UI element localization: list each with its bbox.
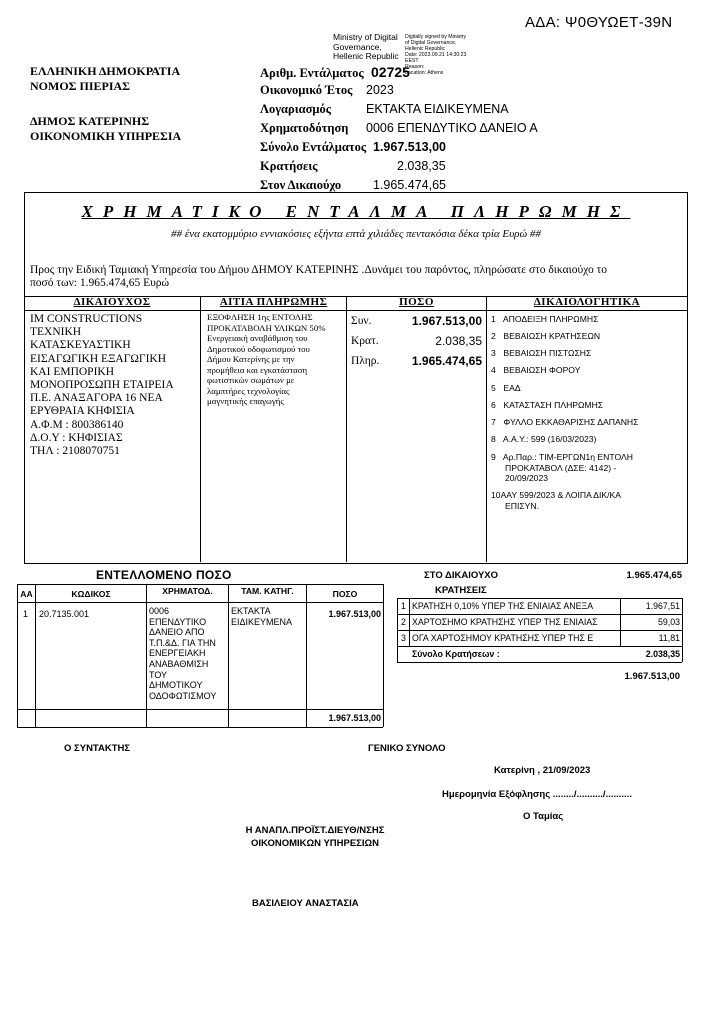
order-number: 02725 [371, 64, 410, 80]
payment-reason [207, 312, 345, 407]
row-category [231, 606, 292, 627]
document-number: 5 [491, 383, 496, 393]
deductions-title: ΚΡΑΤΗΣΕΙΣ [435, 585, 487, 596]
document-item [491, 383, 681, 394]
place-date: Κατερίνη , 21/09/2023 [494, 765, 591, 776]
beneficiary-line: Π.Ε. ΑΝΑΞΑΓΟΡΑ 16 ΝΕΑ [30, 392, 163, 405]
document-number: 4 [491, 365, 496, 375]
instruction-line: Προς την Ειδική Ταμιακή Υπηρεσία του Δήμου ΔΗΜΟΥ ΚΑΤΕΡΙΝΗΣ .Δυνάμει του παρόντος, πληρώσατε στο δικαιούχο το [30, 264, 608, 276]
row-code: 20.7135.001 [39, 609, 90, 619]
digital-signature-org [333, 33, 399, 62]
deduction-value: 1.967,51 [645, 601, 680, 611]
grid-line [17, 727, 383, 728]
deductions-value: 2.038,35 [397, 159, 446, 173]
amount-column-header: ΠΟΣΟ [399, 296, 434, 308]
grid-line [397, 646, 682, 647]
document-text: ΒΕΒΑΙΩΣΗ ΚΡΑΤΗΣΕΩΝ [503, 331, 601, 341]
signature-line: Hellenic Republic [333, 51, 399, 61]
payee-amount: 1.965.474,65 [373, 178, 446, 192]
reason-column-header: ΑΙΤΙΑ ΠΛΗΡΩΜΗΣ [219, 296, 328, 308]
document-text: ΒΕΒΑΙΩΣΗ ΦΟΡΟΥ [503, 365, 581, 375]
signature-detail: Date: 2023.09.21 14:30:23 [405, 52, 467, 58]
document-text: ΒΕΒΑΙΩΣΗ ΠΙΣΤΩΣΗΣ [503, 348, 592, 358]
reason-line: Ενεργειακή αναβάθμιση του [207, 333, 308, 343]
grand-total-label: ΓΕΝΙΚΟ ΣΥΝΟΛΟ [368, 743, 446, 754]
beneficiary-column-header: ΔΙΚΑΙΟΥΧΟΣ [73, 296, 151, 308]
row-amount: 1.967.513,00 [328, 609, 381, 619]
grid-line [35, 584, 36, 727]
beneficiary-line: ΚΑΙ ΕΜΠΟΡΙΚΗ [30, 365, 115, 378]
funding-line: ΕΠΕΝΔΥΤΙΚΟ [149, 616, 207, 627]
document-number: 2 [491, 331, 496, 341]
signature-detail: Digitally signed by Ministry [405, 34, 467, 40]
document-text: ΑΑΥ 599/2023 & ΛΟΙΠΑ ΔΙΚ/ΚΑ [500, 490, 621, 500]
document-item [491, 452, 681, 484]
director-line: ΟΙΚΟΝΟΜΙΚΩΝ ΥΠΗΡΕΣΙΩΝ [251, 838, 379, 849]
grid-line [682, 598, 683, 662]
beneficiary-line: Δ.Ο.Υ : ΚΗΦΙΣΙΑΣ [30, 431, 123, 444]
category-line: ΕΙΔΙΚΕΥΜΕΝΑ [231, 616, 293, 627]
document-item [491, 434, 681, 445]
funding-line: 0006 [149, 606, 170, 616]
document-number: 9 [491, 452, 496, 462]
grid-line [397, 598, 682, 599]
funding-value: 0006 ΕΠΕΝΔΥΤΙΚΟ ΔΑΝΕΙΟ Α [366, 121, 538, 135]
grid-line [200, 296, 201, 562]
document-item [491, 490, 681, 511]
funding-line: ΤΟΥ [149, 669, 168, 680]
deduction-description: ΧΑΡΤΟΣΗΜΟ ΚΡΑΤΗΣΗΣ ΥΠΕΡ ΤΗΣ ΕΝΙΑΙΑΣ [412, 617, 598, 627]
col-amount-header: ΠΟΣΟ [332, 589, 358, 599]
signature-detail: Location: Athens [405, 70, 444, 76]
deduction-description: ΟΓΑ ΧΑΡΤΟΣΗΜΟΥ ΚΡΑΤΗΣΗΣ ΥΠΕΡ ΤΗΣ Ε [412, 633, 594, 643]
row-aa: 1 [23, 609, 29, 619]
reason-line: μαγνητικής επαγωγής [207, 396, 284, 406]
funding-line: ΔΗΜΟΤΙΚΟΥ [149, 680, 203, 691]
amount-total-label: Συν. [351, 315, 372, 327]
ada-code: ΑΔΑ: Ψ0ΘΥΩΕΤ-39Ν [525, 14, 673, 31]
grid-line [397, 598, 398, 662]
beneficiary-line: ΕΙΣΑΓΩΓΙΚΗ ΕΞΑΓΩΓΙΚΗ [30, 352, 167, 365]
deduction-number: 2 [401, 617, 406, 627]
signatory-name: ΒΑΣΙΛΕΙΟΥ ΑΝΑΣΤΑΣΙΑ [252, 898, 359, 909]
grid-line [17, 602, 383, 603]
document-number: 6 [491, 400, 496, 410]
document-text: ΕΑΔ [503, 383, 521, 393]
signature-line: Ministry of Digital [333, 32, 398, 42]
order-number-label: Αριθμ. Εντάλματος [260, 66, 364, 80]
grid-line [346, 296, 347, 562]
header-line: ΔΗΜΟΣ ΚΑΤΕΡΙΝΗΣ [30, 114, 150, 128]
reason-line: Δημοτικού οδοφωτισμού του [207, 343, 310, 354]
funding-line: Τ.Π.&Δ. ΓΙΑ ΤΗΝ [149, 637, 216, 648]
deduction-number: 1 [401, 601, 406, 611]
document-item [491, 365, 681, 376]
grid-line [409, 598, 410, 646]
payment-instruction [30, 264, 680, 290]
deduction-value: 11,81 [658, 633, 680, 643]
col-category-header: ΤΑΜ. ΚΑΤΗΓ. [241, 586, 294, 596]
row-funding [149, 606, 229, 701]
grid-line [17, 584, 383, 585]
document-number: 7 [491, 417, 496, 427]
category-line: ΕΚΤΑΚΤΑ [231, 606, 271, 616]
document-text: ΦΥΛΛΟ ΕΚΚΑΘΑΡΙΣΗΣ ΔΑΠΑΝΗΣ [503, 417, 639, 427]
grand-total-amount: 1.967.513,00 [624, 671, 680, 682]
amount-payable-label: Πληρ. [351, 355, 380, 367]
col-funding-header: ΧΡΗΜΑΤΟΔ. [162, 586, 213, 596]
amount-in-words: ## ένα εκατομμύριο εννιακόσιες εξήντα επτά χιλιάδες πεντακόσια δέκα τρία Ευρώ ## [171, 228, 541, 240]
signature-detail: Reason: [405, 64, 425, 70]
beneficiary-line: ΜΟΝΟΠΡΟΣΩΠΗ ΕΤΑΙΡΕΙΑ [30, 379, 174, 392]
document-text: ΕΠΙΣΥΝ. [505, 500, 539, 511]
issuer-header [30, 64, 180, 94]
to-payee-amount: 1.965.474,65 [626, 570, 682, 581]
deductions-total: 2.038,35 [645, 649, 680, 659]
reason-line: προμήθεια και εγκατάσταση [207, 364, 308, 375]
treasurer-label: Ο Ταμίας [523, 811, 564, 822]
payee-label: Στον Δικαιούχο [260, 178, 342, 192]
beneficiary-line: Α.Φ.Μ : 800386140 [30, 418, 124, 431]
instruction-line: ποσό των: 1.965.474,65 Ευρώ [30, 277, 170, 289]
deduction-value: 59,03 [657, 617, 680, 627]
director-line: Η ΑΝΑΠΛ.ΠΡΟΪΣΤ.ΔΙΕΥΘ/ΝΣΗΣ [245, 825, 385, 836]
author-label: Ο ΣΥΝΤΑΚΤΗΣ [64, 743, 131, 754]
beneficiary-line: IM CONSTRUCTIONS [30, 313, 143, 325]
reason-line: Δήμου Κατερίνης με την [207, 354, 295, 364]
amount-deductions-label: Κρατ. [351, 335, 379, 347]
grid-line [383, 584, 384, 727]
grid-line [146, 584, 147, 727]
beneficiary-line: ΕΡΥΘΡΑΙΑ ΚΗΦΙΣΙΑ [30, 405, 135, 418]
digital-signature-details [405, 34, 466, 76]
ordered-amount-title: ΕΝΤΕΛΛΟΜΕΝΟ ΠΟΣΟ [96, 568, 232, 582]
document-title: ΧΡΗΜΑΤΙΚΟ ΕΝΤΑΛΜΑ ΠΛΗΡΩΜΗΣ [81, 202, 631, 221]
beneficiary-line: ΤΗΛ : 2108070751 [30, 445, 120, 458]
to-payee-label: ΣΤΟ ΔΙΚΑΙΟΥΧΟ [424, 570, 499, 581]
signature-detail: EEST [405, 58, 419, 64]
document-number: 3 [491, 348, 496, 358]
account-value: ΕΚΤΑΚΤΑ ΕΙΔΙΚΕΥΜΕΝΑ [366, 102, 509, 116]
reason-line: φωτιστικών σωμάτων με [207, 375, 295, 385]
document-item [491, 314, 681, 325]
beneficiary-line: ΚΑΤΑΣΚΕΥΑΣΤΙΚΗ [30, 339, 131, 352]
funding-label: Χρηματοδότηση [260, 121, 349, 135]
deduction-description: ΚΡΑΤΗΣΗ 0,10% ΥΠΕΡ ΤΗΣ ΕΝΙΑΙΑΣ ΑΝΕΞΑ [412, 601, 594, 611]
order-total-label: Σύνολο Εντάλματος [260, 140, 367, 154]
header-line: ΝΟΜΟΣ ΠΙΕΡΙΑΣ [30, 79, 131, 93]
grid-line [17, 584, 18, 727]
funding-line: ΑΝΑΒΑΘΜΙΣΗ [149, 658, 209, 669]
col-aa-header: ΑΑ [20, 589, 33, 599]
document-text: ΠΡΟΚΑΤΑΒΟΛ (ΔΣΕ: 4142) - [505, 462, 617, 473]
payment-date-field: Ημερομηνία Εξόφλησης ......../........../.......... [442, 789, 632, 800]
signature-detail: Hellenic Republic [405, 46, 446, 52]
ordered-total: 1.967.513,00 [328, 713, 381, 723]
account-label: Λογαριασμός [260, 102, 331, 116]
fiscal-year-label: Οικονομικό Έτος [260, 83, 353, 97]
funding-line: ΔΑΝΕΙΟ ΑΠΟ [149, 627, 205, 638]
document-text: Αρ.Παρ.: ΤΙΜ-ΕΡΓΩΝ1η ΕΝΤΟΛΗ [502, 452, 633, 462]
amount-payable-value: 1.965.474,65 [411, 354, 482, 368]
director-title [220, 824, 410, 850]
documents-column-header: ΔΙΚΑΙΟΛΟΓΗΤΙΚΑ [533, 296, 641, 308]
department-header [30, 114, 181, 144]
beneficiary-details [30, 313, 195, 458]
grid-line [397, 662, 682, 663]
grid-line [397, 614, 682, 615]
grid-line [17, 709, 383, 710]
reason-line: ΠΡΟΚΑΤΑΒΟΛΗ ΥΛΙΚΩΝ 50% [207, 322, 326, 333]
beneficiary-line: ΤΕΧΝΙΚΗ [30, 326, 82, 339]
grid-line [306, 584, 307, 727]
document-item [491, 417, 681, 428]
deductions-label: Κρατήσεις [260, 159, 318, 173]
deduction-number: 3 [401, 633, 406, 643]
grid-line [24, 310, 688, 311]
document-item [491, 400, 681, 411]
reason-line: λαμπτήρες τεχνολογίας [207, 385, 290, 396]
header-line: ΟΙΚΟΝΟΜΙΚΗ ΥΠΗΡΕΣΙΑ [30, 129, 182, 143]
document-text: ΑΠΟΔΕΙΞΗ ΠΛΗΡΩΜΗΣ [502, 314, 599, 324]
funding-line: ΟΔΟΦΩΤΙΣΜΟΥ [149, 690, 217, 701]
reason-line: ΕΞΟΦΛΗΣΗ 1ης ΕΝΤΟΛΗΣ [207, 312, 313, 322]
document-number: 10 [491, 490, 501, 500]
col-code-header: ΚΩΔΙΚΟΣ [71, 589, 111, 599]
signature-line: Governance, [333, 41, 382, 52]
document-number: 8 [491, 434, 496, 444]
fiscal-year: 2023 [366, 83, 394, 97]
amount-deductions-value: 2.038,35 [435, 334, 482, 348]
document-item [491, 348, 681, 359]
signature-detail: of Digital Governance, [405, 40, 457, 46]
header-line: ΕΛΛΗΝΙΚΗ ΔΗΜΟΚΡΑΤΙΑ [30, 64, 181, 78]
funding-line: ΕΝΕΡΓΕΙΑΚΗ [149, 648, 206, 659]
grid-line [397, 630, 682, 631]
document-text: ΚΑΤΑΣΤΑΣΗ ΠΛΗΡΩΜΗΣ [503, 400, 604, 410]
order-total: 1.967.513,00 [373, 140, 446, 154]
document-number: 1 [491, 314, 496, 324]
amount-total-value: 1.967.513,00 [411, 314, 482, 328]
document-text: Α.Α.Υ.: 599 (16/03/2023) [502, 434, 597, 444]
grid-line [486, 296, 487, 562]
deductions-total-label: Σύνολο Κρατήσεων : [412, 649, 500, 659]
document-text: 20/09/2023 [505, 473, 549, 483]
document-item [491, 331, 681, 342]
